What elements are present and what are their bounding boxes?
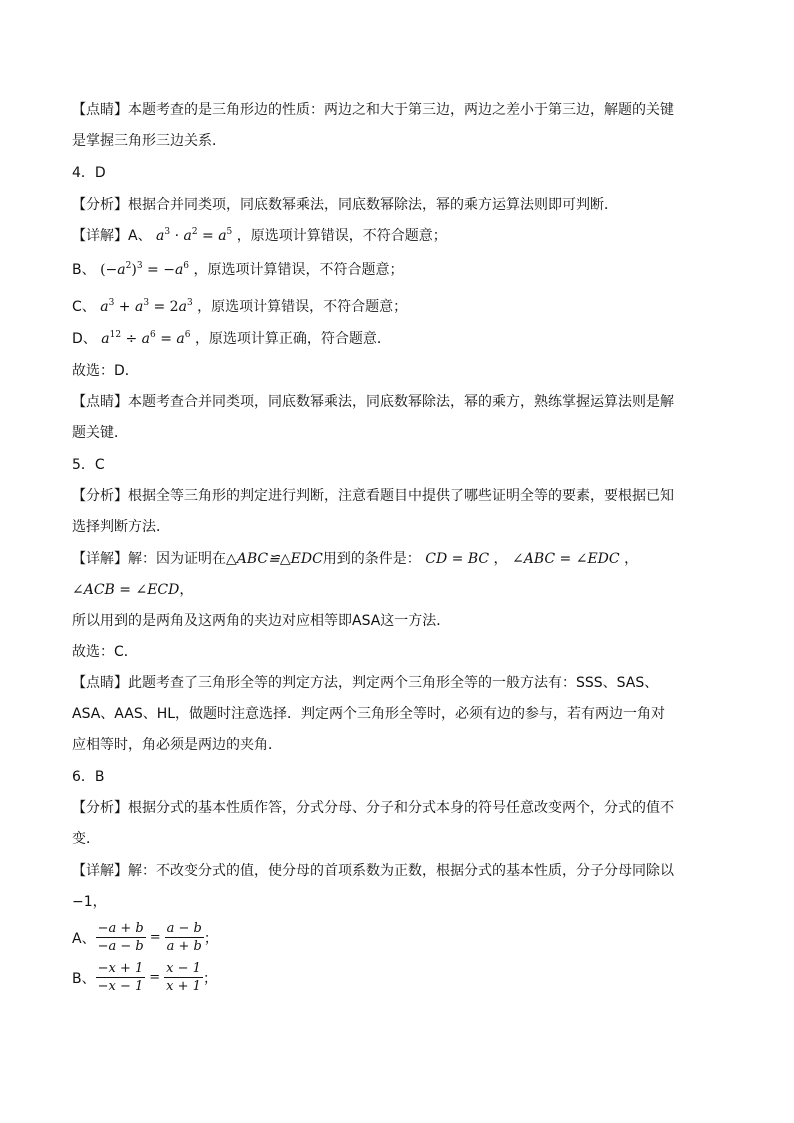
q5-comma: ， [624, 551, 639, 567]
q5-dianjing-line2: ASA、AAS、HL，做题时注意选择．判定两个三角形全等时，必须有边的参与，若有两边一角对 [72, 706, 666, 722]
q4-formula-c: $a^3 + a^3 = 2a^3$ [100, 298, 193, 315]
q6-fenxi-line1: 【分析】根据分式的基本性质作答，分式分母、分子和分式本身的符号任意改变两个，分式的值不 [72, 800, 674, 816]
q4-option-d [72, 329, 391, 349]
q5-condition-3: ∠ACB = ∠ECD [72, 582, 180, 598]
q5-xiangjie-a: 【详解】解：因为证明在 [72, 551, 226, 567]
q3-dianjing-line1: 【点睛】本题考查的是三角形边的性质：两边之和大于第三边，两边之差小于第三边，解题的关键 [72, 102, 674, 118]
q6-b-denominator-right: x + 1 [166, 979, 201, 994]
q5-fenxi-line1: 【分析】根据全等三角形的判定进行判断，注意看题目中提供了哪些证明全等的要素，要根据已知 [72, 488, 674, 504]
q6-a-label: A、 [72, 930, 96, 947]
q5-condition-3-tail: ， [179, 582, 194, 598]
q6-a-numerator-right: a − b [166, 921, 202, 936]
q5-condition-1: CD = BC [425, 551, 490, 567]
q4-formula-b: $(-a^2)^3 = -a^6$ [100, 261, 190, 278]
q4-answer: 故选：D． [72, 363, 139, 379]
q4-c-note: ，原选项计算错误，不符合题意； [197, 299, 408, 315]
q4-b-prefix: B、 [72, 262, 96, 278]
q4-a-note: ，原选项计算错误，不符合题意； [236, 228, 447, 244]
q4-dianjing-line1: 【点睛】本题考查合并同类项，同底数幂乘法，同底数幂除法，幂的乘方，熟练掌握运算法则是解 [72, 394, 674, 410]
q5-conclusion: 所以用到的是两角及这两角的夹边对应相等即ASA这一方法． [72, 613, 451, 629]
q6-b-fraction-right [164, 961, 203, 994]
q6-b-label: B、 [72, 970, 96, 987]
q4-option-c [72, 297, 407, 317]
q4-option-a [72, 226, 447, 246]
q4-formula-a: $a^3 \cdot a^2 = a^5$ [156, 227, 233, 244]
q5-number: 5．C [72, 457, 105, 473]
q4-fenxi: 【分析】根据合并同类项，同底数幂乘法，同底数幂除法，幂的乘方运算法则即可判断． [72, 197, 618, 213]
q6-option-a [72, 921, 218, 954]
q6-fenxi-line2: 变． [72, 831, 100, 847]
q6-a-semicolon: ； [203, 930, 218, 947]
q6-a-fraction-right [165, 921, 204, 954]
q5-separator: ， [493, 551, 508, 567]
q5-dianjing-line1: 【点睛】此题考查了三角形全等的判定方法，判定两个三角形全等的一般方法有：SSS、SAS、 [72, 675, 659, 691]
q5-dianjing-line3: 应相等时，角必须是两边的夹角． [72, 737, 282, 753]
q5-triangles: △ABC≌△EDC [226, 551, 323, 567]
q5-xiangjie-line [72, 549, 638, 569]
q6-xiangjie-line2: −1， [72, 894, 107, 910]
q6-b-denominator-left: −x − 1 [97, 979, 144, 994]
q6-number: 6．B [72, 769, 105, 785]
q4-d-note: ，原选项计算正确，符合题意． [194, 331, 391, 347]
q5-answer: 故选：C． [72, 644, 138, 660]
q4-formula-d: $a^{12} \div a^6 = a^6$ [101, 330, 191, 347]
q6-b-numerator-right: x − 1 [166, 961, 201, 976]
q5-condition-2: ∠ABC = ∠EDC [511, 551, 620, 567]
q4-c-prefix: C、 [72, 299, 96, 315]
q5-fenxi-line2: 选择判断方法． [72, 519, 170, 535]
q3-dianjing-line2: 是掌握三角形三边关系． [72, 133, 226, 149]
q4-d-prefix: D、 [72, 331, 97, 347]
q6-b-semicolon: ； [202, 970, 217, 987]
q6-b-equals: = [149, 970, 161, 985]
q6-b-numerator-left: −x + 1 [97, 961, 144, 976]
q5-xiangjie-b: 用到的条件是： [322, 551, 421, 567]
q6-xiangjie-line1: 【详解】解：不改变分式的值，使分母的首项系数为正数，根据分式的基本性质，分子分母同除以 [72, 863, 674, 879]
q4-option-b [72, 260, 403, 280]
q6-a-equals: = [149, 930, 161, 945]
q6-a-numerator-left: −a + b [97, 921, 144, 936]
q4-dianjing-line2: 题关键． [72, 425, 128, 441]
q6-a-denominator-right: a + b [166, 939, 202, 954]
q5-condition-3-line [72, 580, 193, 600]
q4-xiangjie-prefix: 【详解】A、 [72, 228, 152, 244]
q4-b-note: ，原选项计算错误，不符合题意； [193, 262, 404, 278]
q4-number: 4．D [72, 165, 106, 181]
q6-a-denominator-left: −a − b [97, 939, 144, 954]
q6-a-fraction-left [96, 921, 146, 954]
q6-option-b [72, 961, 217, 994]
q6-b-fraction-left [96, 961, 146, 994]
